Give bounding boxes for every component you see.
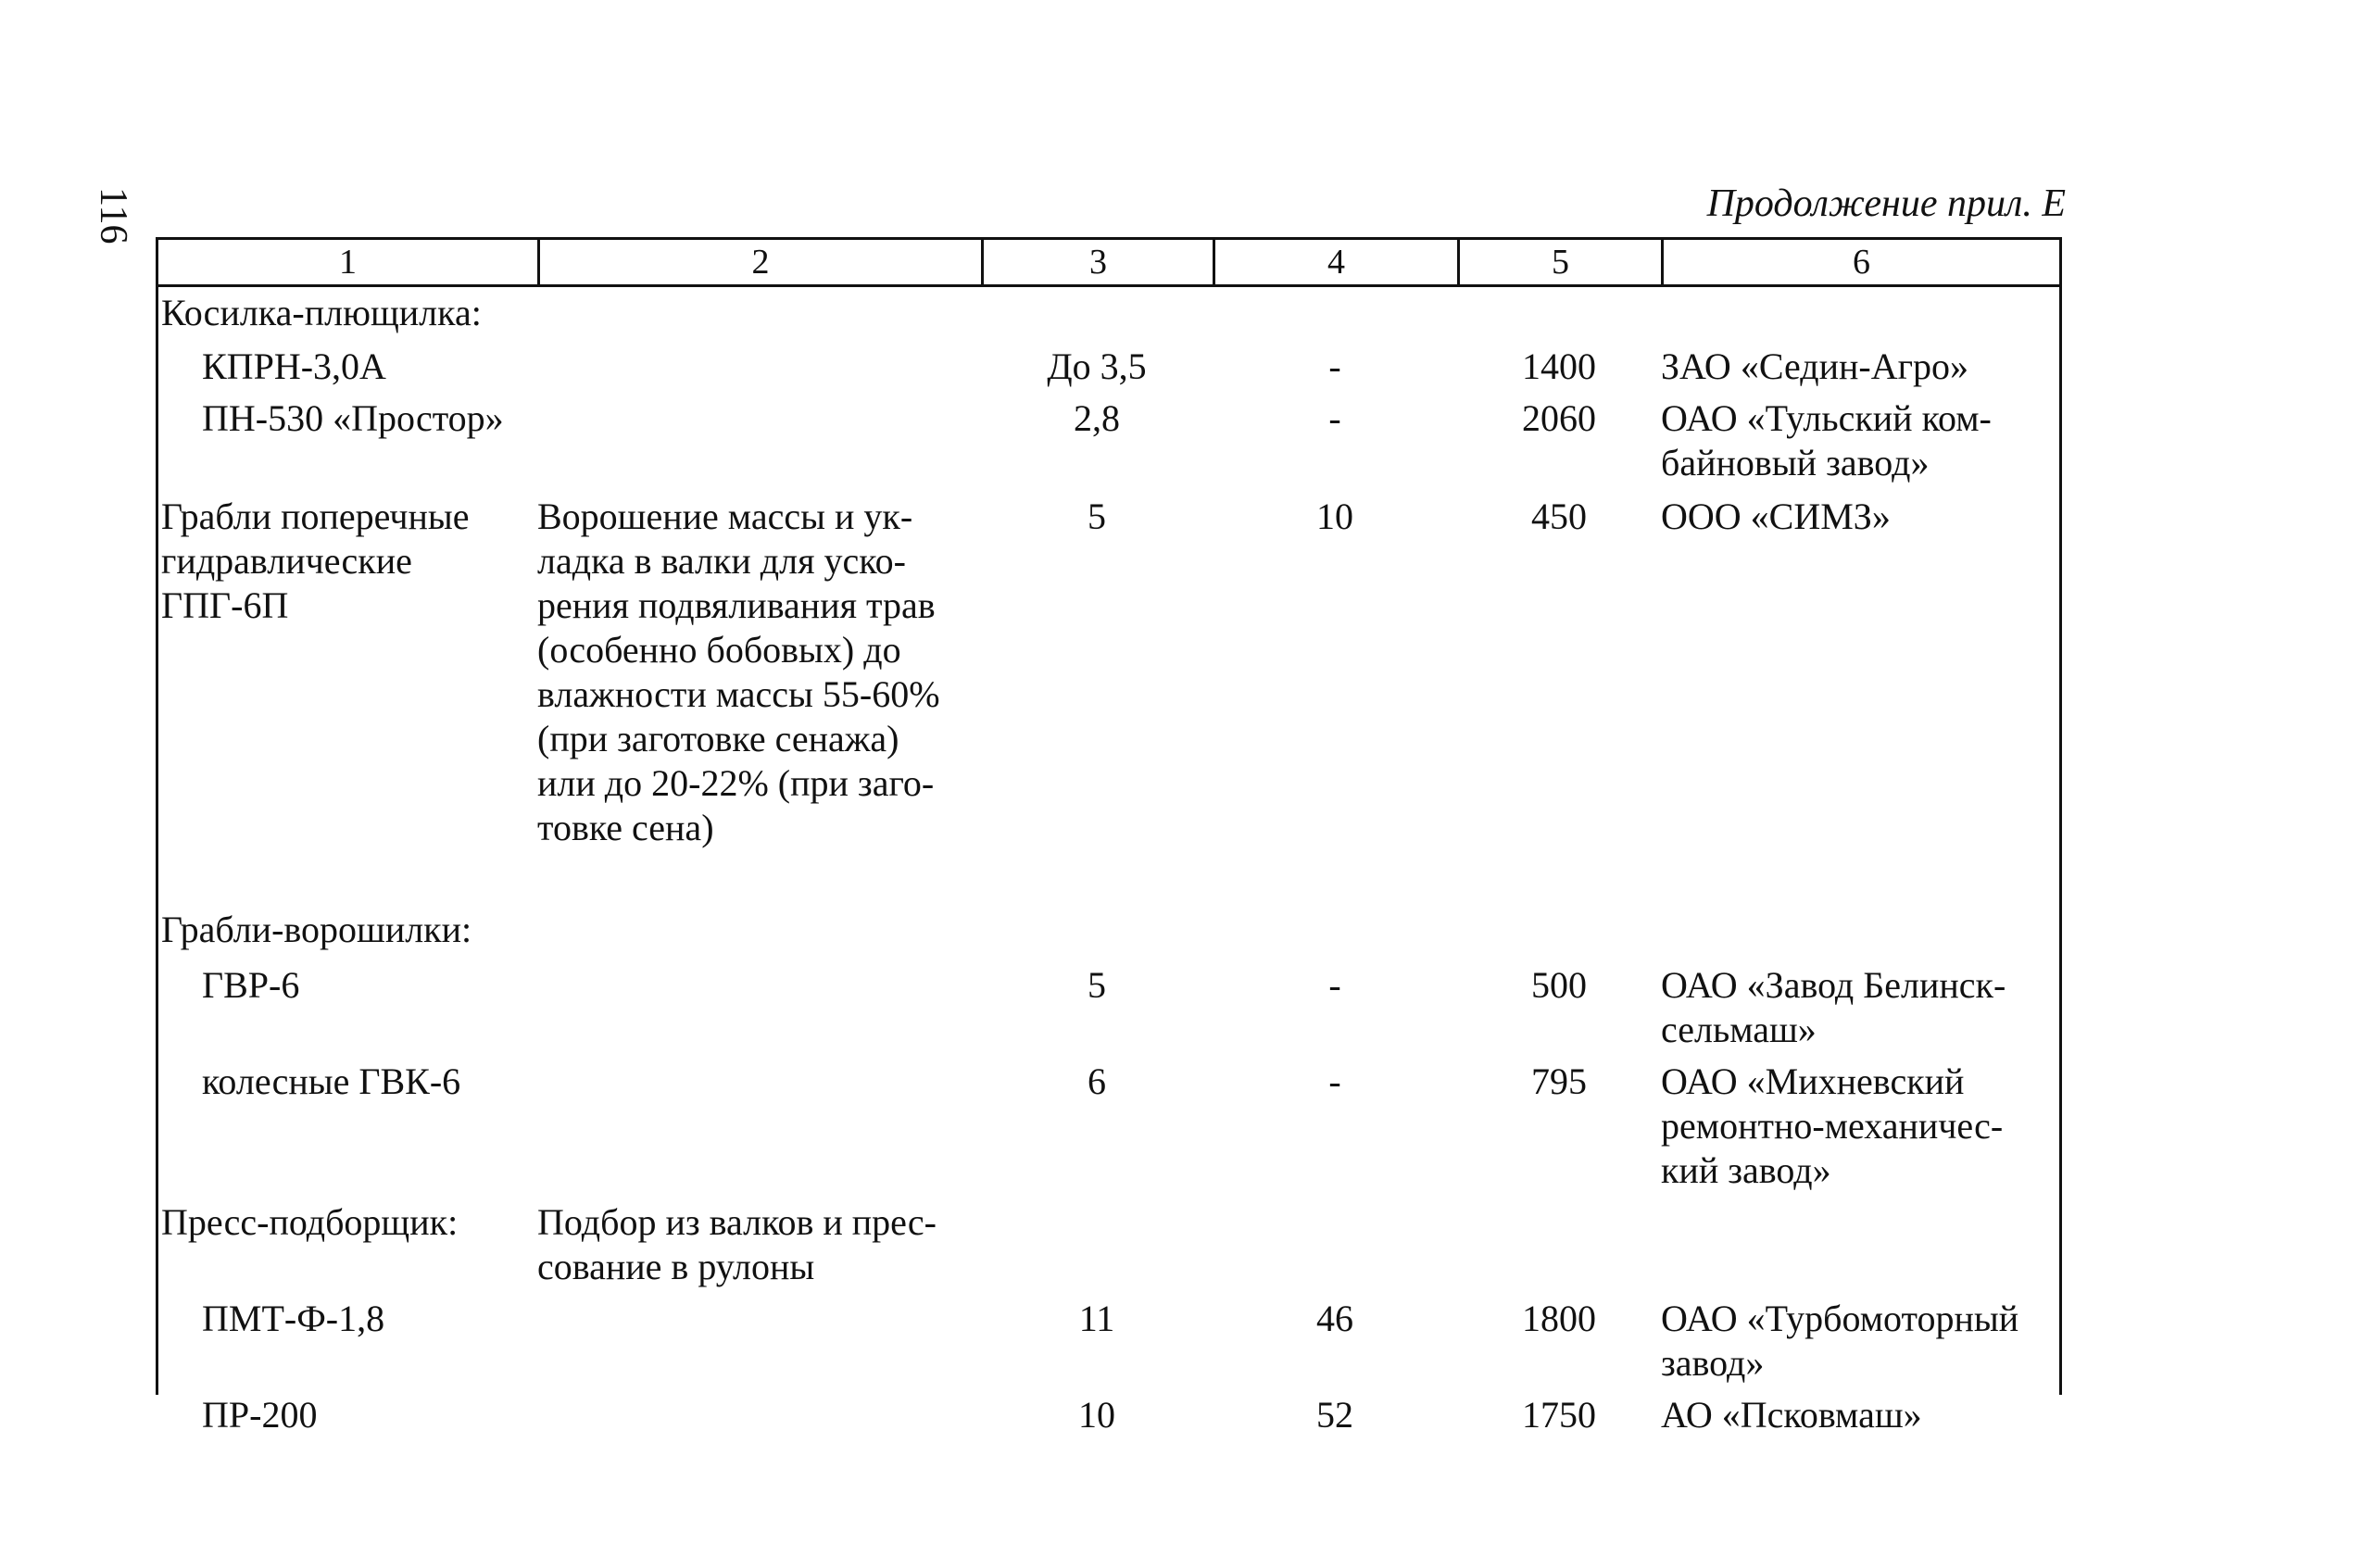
table-cell-c4: - [1328, 964, 1341, 1006]
table-cell-c3: 2,8 [1074, 397, 1120, 439]
table-cell-c1: КПРН-3,0А [202, 345, 386, 387]
table-cell-c3: 10 [1078, 1394, 1115, 1436]
page-number: 116 [92, 187, 134, 245]
table-cell-c2: Подбор из валков и прес- сование в рулоны [537, 1201, 937, 1287]
table-cell-c5: 1800 [1522, 1298, 1596, 1339]
table-cell-c5: 2060 [1522, 397, 1596, 439]
table-cell-c3: 6 [1088, 1060, 1106, 1102]
table-cell-c4: - [1328, 345, 1341, 387]
table-cell-c6: ЗАО «Седин-Агро» [1661, 345, 1968, 387]
table-cell-c5: 795 [1531, 1060, 1587, 1102]
table-cell-c1: Грабли поперечные гидравлические ГПГ-6П [161, 495, 470, 626]
table-cell-c3: 5 [1088, 964, 1106, 1006]
header-col-1: 1 [156, 240, 537, 284]
table-cell-c6: ОАО «Тульский ком- байновый завод» [1661, 397, 1992, 483]
table-cell-c1: ПН-530 «Простор» [202, 397, 504, 439]
table-cell-c5: 450 [1531, 495, 1587, 537]
header-col-2: 2 [537, 240, 981, 284]
table-cell-c6: ООО «СИМЗ» [1661, 495, 1891, 537]
table-cell-c3: 11 [1078, 1298, 1115, 1339]
table-header-row [156, 237, 2062, 287]
table-cell-c6: ОАО «Михневский ремонтно-механичес- кий завод» [1661, 1060, 2004, 1191]
table-cell-c5: 500 [1531, 964, 1587, 1006]
table-cell-c4: 10 [1316, 495, 1353, 537]
continuation-note: Продолжение прил. Е [1706, 182, 2066, 225]
table-cell-c1: Грабли-ворошилки: [161, 909, 472, 950]
table-left-rule [156, 287, 158, 1395]
header-col-6: 6 [1661, 240, 2062, 284]
table-cell-c6: ОАО «Завод Белинск- сельмаш» [1661, 964, 2006, 1050]
table-cell-c1: Косилка-плющилка: [161, 292, 482, 333]
table-cell-c2: Ворошение массы и ук- ладка в валки для уско- рения подвяливания трав (особенно бобовых) до влажности массы 55-60% (при заготовке сенажа) или до 20-22% (при заго- товке сена) [537, 495, 940, 848]
table-cell-c6: АО «Псковмаш» [1661, 1394, 1922, 1436]
table-cell-c1: ПМТ-Ф-1,8 [202, 1298, 385, 1339]
table-cell-c4: 52 [1316, 1394, 1353, 1436]
table-cell-c4: - [1328, 397, 1341, 439]
table-cell-c4: 46 [1316, 1298, 1353, 1339]
equipment-table [156, 237, 2062, 1436]
table-cell-c6: ОАО «Турбомоторный завод» [1661, 1298, 2019, 1384]
table-cell-c5: 1750 [1522, 1394, 1596, 1436]
table-cell-c1: ГВР-6 [202, 964, 300, 1006]
table-cell-c5: 1400 [1522, 345, 1596, 387]
header-col-3: 3 [981, 240, 1213, 284]
table-cell-c1: Пресс-подборщик: [161, 1201, 459, 1243]
header-col-5: 5 [1457, 240, 1661, 284]
table-cell-c4: - [1328, 1060, 1341, 1102]
table-cell-c1: ПР-200 [202, 1394, 318, 1436]
table-cell-c3: 5 [1088, 495, 1106, 537]
header-col-4: 4 [1213, 240, 1457, 284]
table-cell-c3: До 3,5 [1047, 345, 1147, 387]
table-cell-c1: колесные ГВК-6 [202, 1060, 461, 1102]
